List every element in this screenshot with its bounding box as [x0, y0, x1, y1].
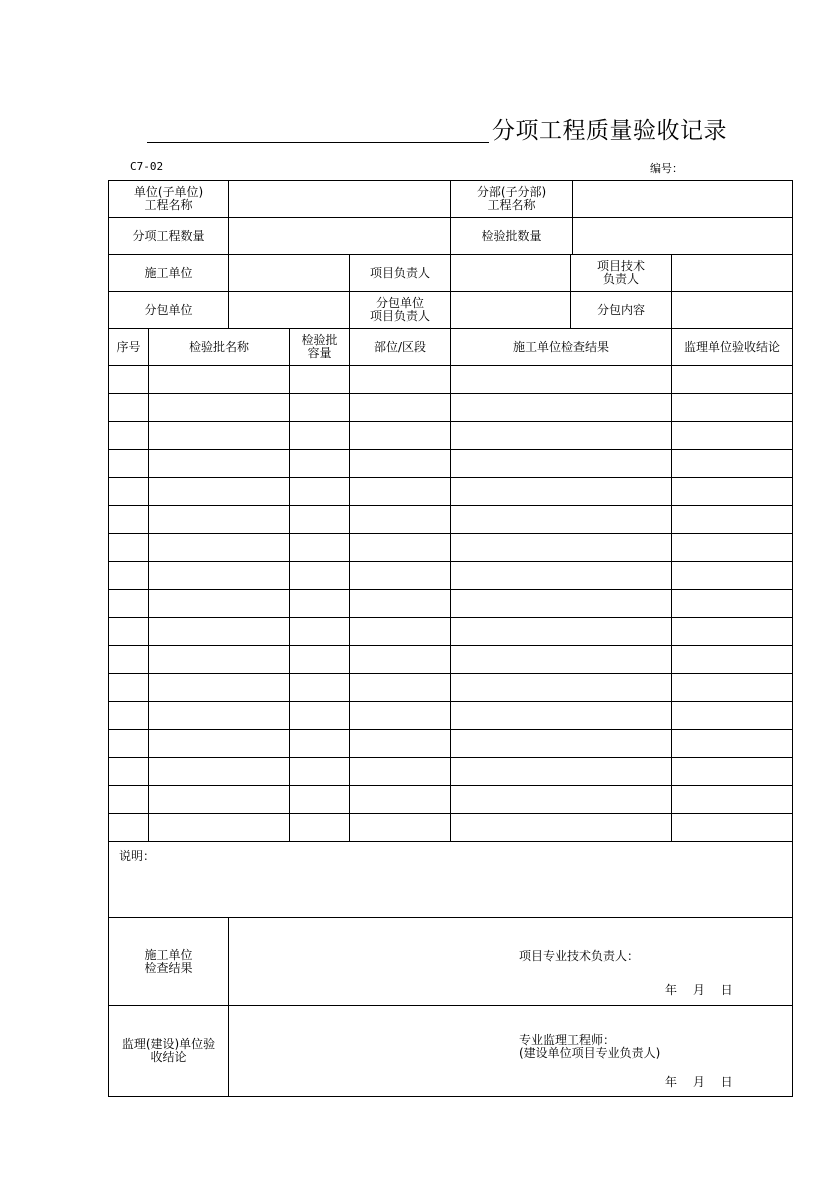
contractor-signoff-cell[interactable] — [229, 918, 793, 1006]
cell-supervisor-conclusion[interactable] — [672, 394, 793, 422]
cell-capacity[interactable] — [290, 506, 350, 534]
notes-row — [109, 842, 793, 918]
info-row-counts — [109, 218, 793, 255]
column-header-location: 部位/区段 — [350, 329, 451, 366]
cell-supervisor-conclusion[interactable] — [672, 478, 793, 506]
info-row-subcontractor — [109, 292, 793, 329]
supervisor-conclusion-label: 监理(建设)单位验 收结论 — [109, 1006, 229, 1097]
cell-supervisor-conclusion[interactable] — [672, 450, 793, 478]
table-row — [109, 394, 793, 422]
cell-contractor-result[interactable] — [451, 478, 672, 506]
cell-batch-name[interactable] — [149, 730, 290, 758]
cell-seq[interactable] — [109, 674, 149, 702]
cell-batch-name[interactable] — [149, 590, 290, 618]
supervisor-signoff-cell[interactable] — [229, 1006, 793, 1097]
cell-batch-name[interactable] — [149, 646, 290, 674]
subcontractor-value[interactable] — [229, 292, 350, 329]
column-header-batch-name: 检验批名称 — [149, 329, 290, 366]
table-row — [109, 422, 793, 450]
column-header-supervisor-conclusion: 监理单位验收结论 — [672, 329, 793, 366]
contractor-date: 年 月 日 — [665, 983, 733, 997]
cell-seq[interactable] — [109, 618, 149, 646]
cell-contractor-result[interactable] — [451, 534, 672, 562]
cell-supervisor-conclusion[interactable] — [672, 674, 793, 702]
cell-contractor-result[interactable] — [451, 450, 672, 478]
cell-batch-name[interactable] — [149, 422, 290, 450]
project-manager-label: 项目负责人 — [350, 255, 451, 292]
cell-supervisor-conclusion[interactable] — [672, 506, 793, 534]
cell-seq[interactable] — [109, 478, 149, 506]
notes-cell[interactable] — [109, 842, 793, 918]
cell-capacity[interactable] — [290, 394, 350, 422]
column-header-capacity: 检验批 容量 — [290, 329, 350, 366]
supervisor-signer-label: 专业监理工程师： (建设单位项目专业负责人) — [519, 1033, 661, 1060]
table-row — [109, 534, 793, 562]
supervisor-signoff-row — [109, 1006, 793, 1097]
contractor-label: 施工单位 — [109, 255, 229, 292]
table-row — [109, 646, 793, 674]
info-row-contractor — [109, 255, 793, 292]
cell-batch-name[interactable] — [149, 618, 290, 646]
cell-location[interactable] — [350, 814, 451, 842]
record-number-label: 编号： — [650, 162, 683, 175]
cell-seq[interactable] — [109, 730, 149, 758]
cell-contractor-result[interactable] — [451, 730, 672, 758]
cell-location[interactable] — [350, 478, 451, 506]
cell-location[interactable] — [350, 562, 451, 590]
cell-supervisor-conclusion[interactable] — [672, 786, 793, 814]
cell-contractor-result[interactable] — [451, 394, 672, 422]
cell-supervisor-conclusion[interactable] — [672, 758, 793, 786]
page-title: 分项工程质量验收记录 — [492, 118, 727, 144]
cell-batch-name[interactable] — [149, 674, 290, 702]
table-row — [109, 366, 793, 394]
table-row — [109, 730, 793, 758]
cell-capacity[interactable] — [290, 730, 350, 758]
batch-rows — [109, 366, 793, 842]
batch-count-value[interactable] — [573, 218, 793, 255]
cell-contractor-result[interactable] — [451, 562, 672, 590]
cell-capacity[interactable] — [290, 674, 350, 702]
cell-batch-name[interactable] — [149, 534, 290, 562]
cell-seq[interactable] — [109, 450, 149, 478]
cell-contractor-result[interactable] — [451, 674, 672, 702]
cell-location[interactable] — [350, 534, 451, 562]
table-row — [109, 450, 793, 478]
cell-capacity[interactable] — [290, 786, 350, 814]
cell-capacity[interactable] — [290, 702, 350, 730]
cell-contractor-result[interactable] — [451, 758, 672, 786]
cell-seq[interactable] — [109, 646, 149, 674]
table-row — [109, 618, 793, 646]
project-manager-value[interactable] — [451, 255, 571, 292]
cell-capacity[interactable] — [290, 590, 350, 618]
cell-contractor-result[interactable] — [451, 786, 672, 814]
table-row — [109, 786, 793, 814]
sub-content-label: 分包内容 — [571, 292, 672, 329]
table-row — [109, 562, 793, 590]
cell-seq[interactable] — [109, 506, 149, 534]
cell-seq[interactable] — [109, 814, 149, 842]
cell-seq[interactable] — [109, 702, 149, 730]
form-code: C7-02 — [130, 160, 164, 173]
cell-batch-name[interactable] — [149, 450, 290, 478]
project-name-blank-line — [147, 142, 489, 143]
cell-capacity[interactable] — [290, 422, 350, 450]
table-row — [109, 478, 793, 506]
cell-capacity[interactable] — [290, 646, 350, 674]
cell-capacity[interactable] — [290, 618, 350, 646]
cell-location[interactable] — [350, 730, 451, 758]
cell-location[interactable] — [350, 674, 451, 702]
table-row — [109, 814, 793, 842]
subitem-count-value[interactable] — [229, 218, 451, 255]
cell-seq[interactable] — [109, 562, 149, 590]
cell-location[interactable] — [350, 422, 451, 450]
column-header-contractor-result: 施工单位检查结果 — [451, 329, 672, 366]
sub-content-value[interactable] — [672, 292, 793, 329]
table-header-row — [109, 329, 793, 366]
cell-seq[interactable] — [109, 590, 149, 618]
subitem-count-label: 分项工程数量 — [109, 218, 229, 255]
supervisor-date: 年 月 日 — [665, 1075, 733, 1089]
cell-batch-name[interactable] — [149, 394, 290, 422]
cell-supervisor-conclusion[interactable] — [672, 618, 793, 646]
cell-batch-name[interactable] — [149, 758, 290, 786]
cell-location[interactable] — [350, 758, 451, 786]
cell-contractor-result[interactable] — [451, 506, 672, 534]
batch-count-label: 检验批数量 — [451, 218, 573, 255]
cell-seq[interactable] — [109, 422, 149, 450]
cell-supervisor-conclusion[interactable] — [672, 590, 793, 618]
cell-capacity[interactable] — [290, 534, 350, 562]
cell-batch-name[interactable] — [149, 366, 290, 394]
tech-lead-label: 项目技术 负责人 — [571, 255, 672, 292]
cell-supervisor-conclusion[interactable] — [672, 366, 793, 394]
table-row — [109, 702, 793, 730]
cell-capacity[interactable] — [290, 450, 350, 478]
tech-lead-value[interactable] — [672, 255, 793, 292]
cell-location[interactable] — [350, 366, 451, 394]
sub-manager-value[interactable] — [451, 292, 571, 329]
cell-batch-name[interactable] — [149, 814, 290, 842]
table-row — [109, 758, 793, 786]
unit-name-label: 单位(子单位) 工程名称 — [109, 181, 229, 218]
column-header-seq: 序号 — [109, 329, 149, 366]
cell-batch-name[interactable] — [149, 562, 290, 590]
cell-supervisor-conclusion[interactable] — [672, 702, 793, 730]
cell-batch-name[interactable] — [149, 506, 290, 534]
cell-location[interactable] — [350, 450, 451, 478]
cell-contractor-result[interactable] — [451, 422, 672, 450]
sub-manager-label: 分包单位 项目负责人 — [350, 292, 451, 329]
cell-capacity[interactable] — [290, 758, 350, 786]
cell-seq[interactable] — [109, 394, 149, 422]
division-name-value[interactable] — [573, 181, 793, 218]
contractor-value[interactable] — [229, 255, 350, 292]
cell-supervisor-conclusion[interactable] — [672, 730, 793, 758]
cell-capacity[interactable] — [290, 562, 350, 590]
acceptance-record-table — [108, 180, 793, 1097]
cell-location[interactable] — [350, 702, 451, 730]
table-row — [109, 590, 793, 618]
cell-location[interactable] — [350, 646, 451, 674]
table-row — [109, 506, 793, 534]
subcontractor-label: 分包单位 — [109, 292, 229, 329]
info-row-names — [109, 181, 793, 218]
cell-contractor-result[interactable] — [451, 366, 672, 394]
cell-location[interactable] — [350, 618, 451, 646]
cell-supervisor-conclusion[interactable] — [672, 814, 793, 842]
cell-seq[interactable] — [109, 786, 149, 814]
cell-contractor-result[interactable] — [451, 590, 672, 618]
cell-capacity[interactable] — [290, 366, 350, 394]
unit-name-value[interactable] — [229, 181, 451, 218]
cell-contractor-result[interactable] — [451, 618, 672, 646]
division-name-label: 分部(子分部) 工程名称 — [451, 181, 573, 218]
cell-capacity[interactable] — [290, 814, 350, 842]
cell-location[interactable] — [350, 786, 451, 814]
cell-batch-name[interactable] — [149, 786, 290, 814]
contractor-check-label: 施工单位 检查结果 — [109, 918, 229, 1006]
cell-contractor-result[interactable] — [451, 702, 672, 730]
cell-supervisor-conclusion[interactable] — [672, 562, 793, 590]
cell-supervisor-conclusion[interactable] — [672, 422, 793, 450]
cell-seq[interactable] — [109, 366, 149, 394]
notes-label: 说明： — [119, 849, 156, 863]
cell-location[interactable] — [350, 394, 451, 422]
cell-contractor-result[interactable] — [451, 646, 672, 674]
cell-batch-name[interactable] — [149, 478, 290, 506]
cell-supervisor-conclusion[interactable] — [672, 534, 793, 562]
contractor-signer-label: 项目专业技术负责人： — [519, 949, 640, 963]
cell-supervisor-conclusion[interactable] — [672, 646, 793, 674]
cell-location[interactable] — [350, 506, 451, 534]
cell-seq[interactable] — [109, 758, 149, 786]
cell-capacity[interactable] — [290, 478, 350, 506]
cell-contractor-result[interactable] — [451, 814, 672, 842]
cell-batch-name[interactable] — [149, 702, 290, 730]
cell-seq[interactable] — [109, 534, 149, 562]
contractor-signoff-row — [109, 918, 793, 1006]
cell-location[interactable] — [350, 590, 451, 618]
table-row — [109, 674, 793, 702]
